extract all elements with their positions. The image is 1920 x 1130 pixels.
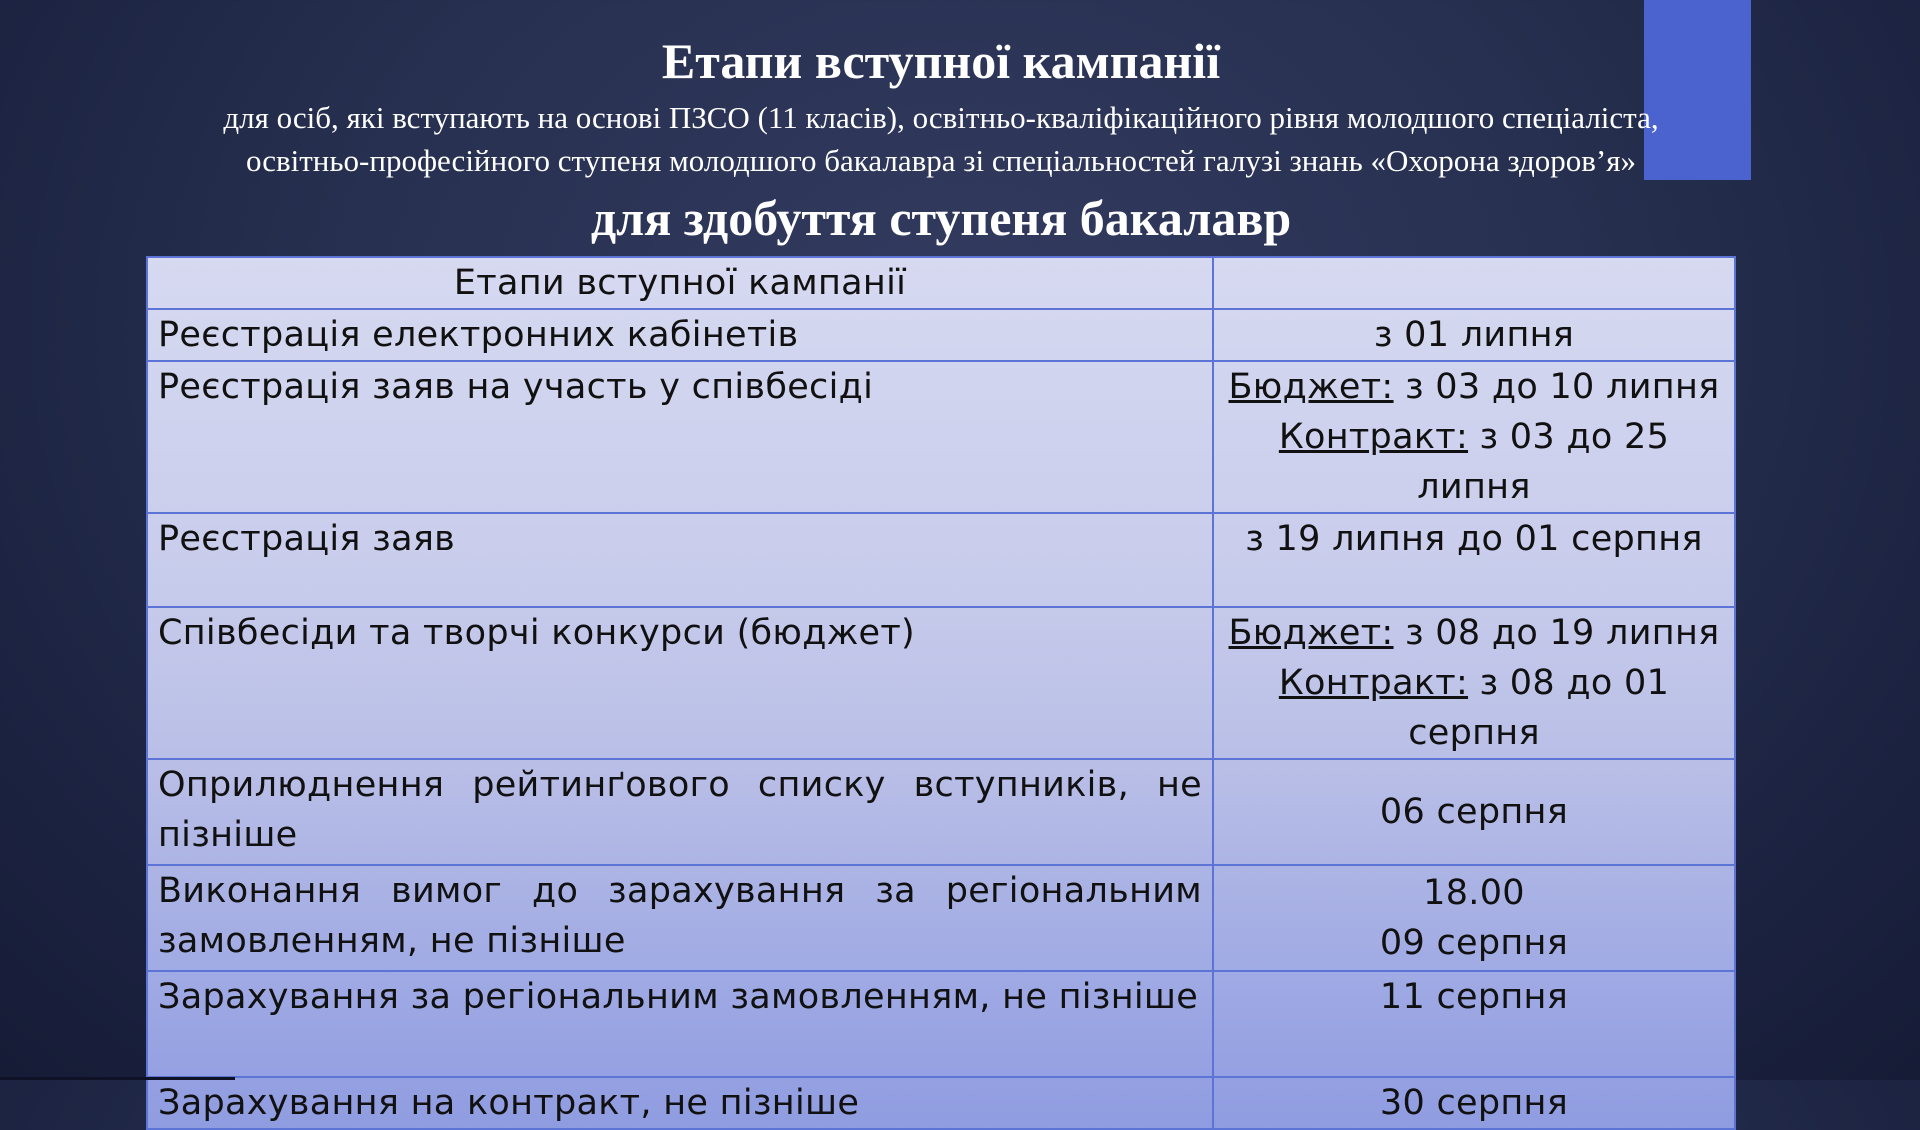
table-row	[147, 759, 1735, 865]
budget-label: Бюджет:	[1228, 367, 1394, 407]
subtitle-line-2: освітньо-професійного ступеня молодшого бакалавра зі спеціальностей галузі знань «Охорона здоров’я»	[245, 143, 1637, 178]
date-value: 09 серпня	[1379, 923, 1569, 963]
date-cell: з 01 липня	[1213, 309, 1735, 361]
date-cell	[1213, 607, 1735, 759]
table-row	[147, 607, 1735, 759]
contract-label: Контракт:	[1278, 663, 1469, 703]
table-row	[147, 309, 1735, 361]
table-row	[147, 513, 1735, 607]
table-row	[147, 1077, 1735, 1129]
stage-cell: Зарахування на контракт, не пізніше	[147, 1077, 1213, 1129]
date-cell: 30 серпня	[1213, 1077, 1735, 1129]
date-cell	[1213, 361, 1735, 513]
stage-cell: Реєстрація електронних кабінетів	[147, 309, 1213, 361]
contract-label: Контракт:	[1278, 417, 1469, 457]
stage-cell: Зарахування за регіональним замовленням, не пізніше	[147, 971, 1213, 1077]
date-cell: з 19 липня до 01 серпня	[1213, 513, 1735, 607]
budget-line	[1224, 608, 1724, 658]
header-date-cell	[1213, 257, 1735, 309]
budget-value: з 08 до 19 липня	[1393, 613, 1720, 653]
table-header-row	[147, 257, 1735, 309]
table-row	[147, 971, 1735, 1077]
stage-cell: Оприлюднення рейтинґового списку вступників, не пізніше	[147, 759, 1213, 865]
budget-line	[1224, 362, 1724, 412]
header-stage-cell: Етапи вступної кампанії	[147, 257, 1213, 309]
table-row	[147, 361, 1735, 513]
stage-cell: Реєстрація заяв на участь у співбесіді	[147, 361, 1213, 513]
budget-value: з 03 до 10 липня	[1393, 367, 1720, 407]
budget-label: Бюджет:	[1228, 613, 1394, 653]
stage-cell: Виконання вимог до зарахування за регіональним замовленням, не пізніше	[147, 865, 1213, 971]
contract-line	[1224, 658, 1724, 758]
slide-subtitle	[0, 96, 1882, 182]
date-cell: 06 серпня	[1213, 759, 1735, 865]
stage-cell: Реєстрація заяв	[147, 513, 1213, 607]
date-cell: 11 серпня	[1213, 971, 1735, 1077]
date-cell	[1213, 865, 1735, 971]
contract-line	[1224, 412, 1724, 512]
table-row	[147, 865, 1735, 971]
stage-cell: Співбесіди та творчі конкурси (бюджет)	[147, 607, 1213, 759]
contract-value: з 08 до 01 серпня	[1408, 663, 1670, 753]
time-value: 18.00	[1423, 873, 1525, 913]
slide-title: Етапи вступної кампанії	[661, 33, 1221, 89]
admission-stages-table	[146, 256, 1736, 1130]
subtitle-line-1: для осіб, які вступають на основі ПЗСО (11 класів), освітньо-кваліфікаційного рівня молодшого спеціаліста,	[223, 100, 1659, 135]
degree-subtitle: для здобуття ступеня бакалавр	[590, 190, 1292, 246]
contract-value: з 03 до 25 липня	[1417, 417, 1670, 507]
